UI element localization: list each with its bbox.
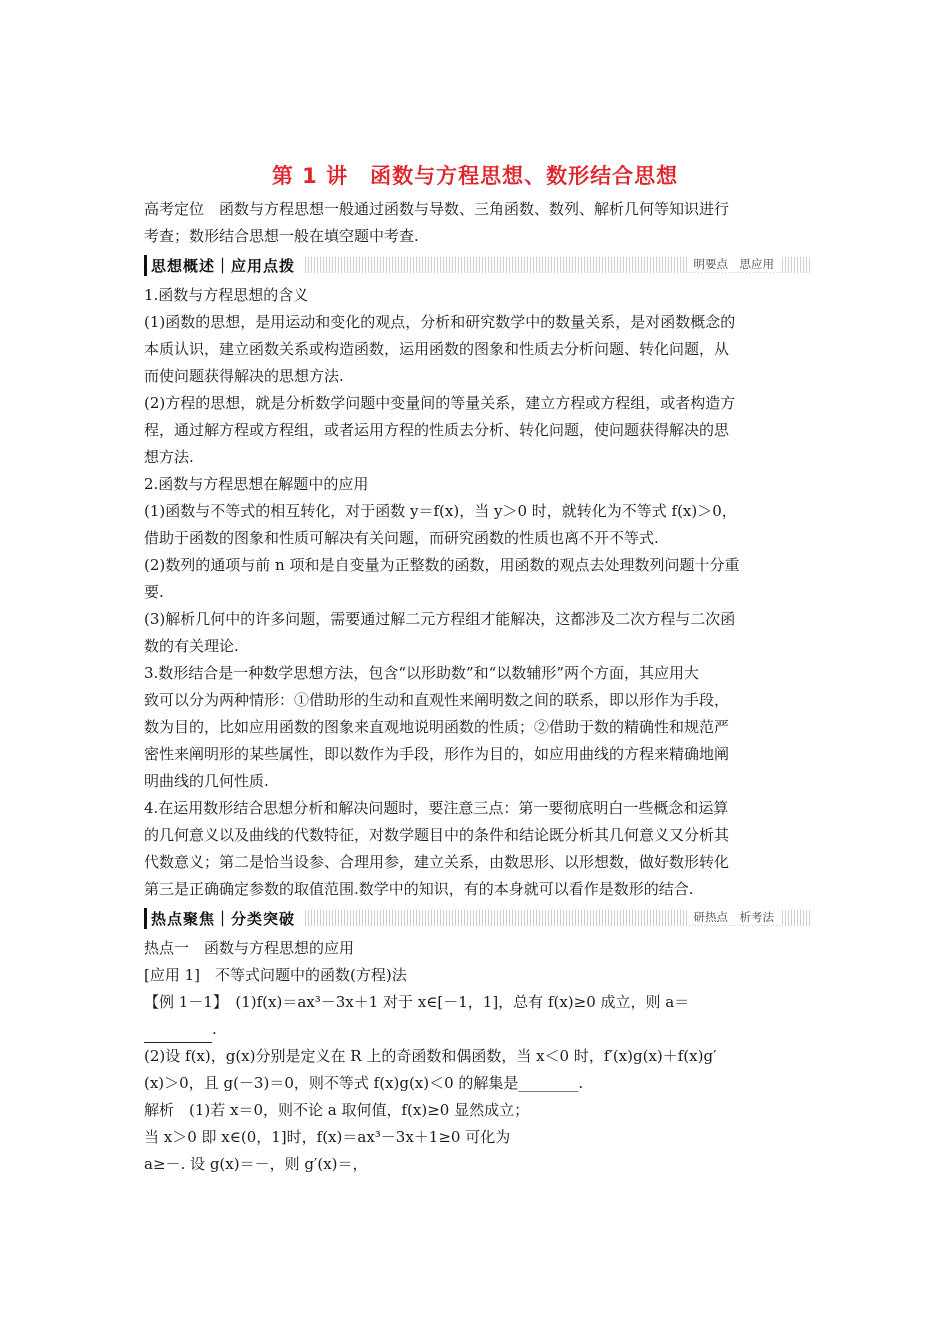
text-line: 的几何意义以及曲线的代数特征，对数学题目中的条件和结论既分析其几何意义又分析其 [144,826,730,844]
banner-tag: 研热点 析考法 [688,909,781,925]
intro-line: 考查；数形结合思想一般在填空题中考查. [144,227,419,245]
text-line: (2)方程的思想，就是分析数学问题中变量间的等量关系，建立方程或方程组，或者构造方 [144,394,736,412]
text-line: (x)＞0，且 g(－3)＝0，则不等式 f(x)g(x)＜0 的解集是________. [144,1074,584,1092]
text-line: 而使问题获得解决的思想方法. [144,367,344,385]
text-line: (2)数列的通项与前 n 项和是自变量为正整数的函数，用函数的观点去处理数列问题十分重 [144,556,740,574]
text-line: 代数意义；第二是恰当设参、合理用参，建立关系，由数思形、以形想数，做好数形转化 [144,853,730,871]
text-line: [应用 1] 不等式问题中的函数(方程)法 [144,966,407,984]
intro-line: 高考定位 函数与方程思想一般通过函数与导数、三角函数、数列、解析几何等知识进行 [144,200,730,218]
text-line: 3.数形结合是一种数学思想方法，包含“以形助数”和“以数辅形”两个方面，其应用大 [144,664,699,682]
text-line: 第三是正确确定参数的取值范围.数学中的知识，有的本身就可以看作是数形的结合. [144,880,694,898]
answer-blank [144,1024,212,1043]
text-line: 数为目的，比如应用函数的图象来直观地说明函数的性质；②借助于数的精确性和规范严 [144,718,730,736]
text-line: 借助于函数的图象和性质可解决有关问题，而研究函数的性质也离不开不等式. [144,529,659,547]
banner-label: 思想概述｜应用点拨 [144,255,301,276]
text-line: 密性来阐明形的某些属性，即以数作为手段，形作为目的，如应用曲线的方程来精确地阐 [144,745,730,763]
text-line: 致可以分为两种情形：①借助形的生动和直观性来阐明数之间的联系，即以形作为手段， [144,691,730,709]
section-banner-hotspots [144,907,810,929]
text-line: 本质认识，建立函数关系或构造函数，运用函数的图象和性质去分析问题、转化问题，从 [144,340,730,358]
text-line: (2)设 f(x)，g(x)分别是定义在 R 上的奇函数和偶函数，当 x＜0 时，f′(x)g(x)＋f(x)g′ [144,1047,717,1065]
answer-blank-line [144,1016,810,1043]
text-line: 热点一 函数与方程思想的应用 [144,939,355,957]
document-body [144,196,810,1178]
text-line: 程，通过解方程或方程组，或者运用方程的性质去分析、转化问题，使问题获得解决的思 [144,421,730,439]
solution-line: a≥－. 设 g(x)＝－，则 g′(x)＝， [144,1155,368,1173]
lecture-title: 第 1 讲 函数与方程思想、数形结合思想 [271,164,679,188]
solution-line: 当 x＞0 即 x∈(0，1]时，f(x)＝ax³－3x＋1≥0 可化为 [144,1128,511,1146]
blank-suffix: . [212,1020,217,1038]
text-line: 2.函数与方程思想在解题中的应用 [144,475,369,493]
text-line: 4.在运用数形结合思想分析和解决问题时，要注意三点：第一要彻底明白一些概念和运算 [144,799,729,817]
solution-line: 解析 (1)若 x＝0，则不论 a 取何值，f(x)≥0 显然成立； [144,1101,530,1119]
text-line: (1)函数与不等式的相互转化，对于函数 y＝f(x)，当 y＞0 时，就转化为不等式 f(x)＞0， [144,502,737,520]
banner-label: 热点聚焦｜分类突破 [144,908,301,929]
text-line: 数的有关理论. [144,637,239,655]
text-line: 要. [144,583,164,601]
text-line: 想方法. [144,448,194,466]
section-banner-overview [144,254,810,276]
banner-tag: 明要点 思应用 [688,256,781,272]
text-line: 明曲线的几何性质. [144,772,269,790]
text-line: (3)解析几何中的许多问题，需要通过解二元方程组才能解决，这都涉及二次方程与二次函 [144,610,736,628]
text-line: 1.函数与方程思想的含义 [144,286,309,304]
text-line: (1)函数的思想，是用运动和变化的观点，分析和研究数学中的数量关系，是对函数概念的 [144,313,736,331]
example-line: 【例 1－1】 (1)f(x)＝ax³－3x＋1 对于 x∈[－1，1]，总有 f(x)≥0 成立，则 a＝ [144,993,690,1011]
